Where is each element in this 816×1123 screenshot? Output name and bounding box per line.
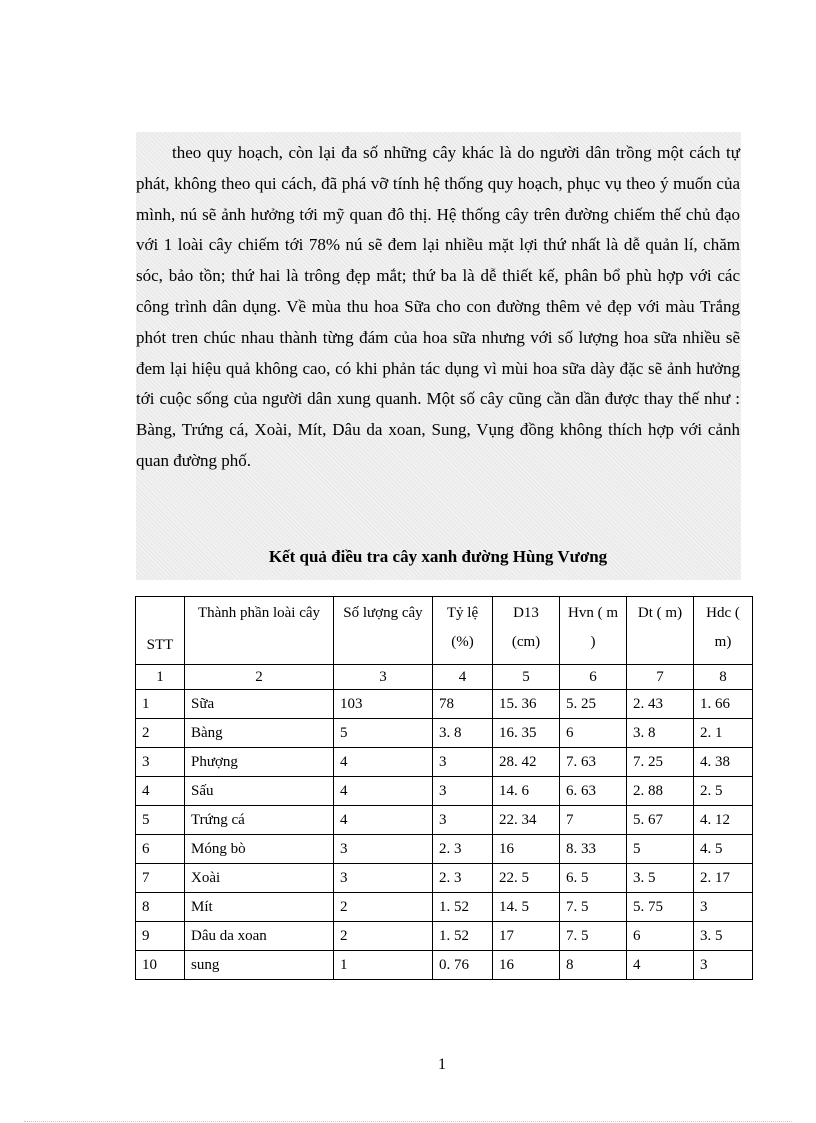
column-number-row: [136, 665, 753, 690]
table-cell: Móng bò: [185, 835, 334, 864]
tree-survey-table: [135, 596, 753, 980]
table-cell: 3. 8: [627, 719, 694, 748]
column-number-cell: 1: [136, 665, 185, 690]
table-cell: 22. 5: [493, 864, 560, 893]
table-cell: 10: [136, 951, 185, 980]
table-cell: 7. 25: [627, 748, 694, 777]
table-cell: 8. 33: [560, 835, 627, 864]
table-cell: 14. 6: [493, 777, 560, 806]
table-cell: 1. 52: [433, 922, 493, 951]
header-cell-hdc: Hdc ( m): [694, 597, 753, 665]
table-cell: 3: [334, 835, 433, 864]
column-number-cell: 5: [493, 665, 560, 690]
table-cell: 5. 25: [560, 690, 627, 719]
table-cell: 6. 5: [560, 864, 627, 893]
table-cell: 3: [433, 748, 493, 777]
column-number-cell: 3: [334, 665, 433, 690]
header-cell-hvn: Hvn ( m ): [560, 597, 627, 665]
table-cell: 1. 66: [694, 690, 753, 719]
column-number-cell: 8: [694, 665, 753, 690]
table-cell: 5. 75: [627, 893, 694, 922]
table-cell: Dâu da xoan: [185, 922, 334, 951]
table-row: [136, 864, 753, 893]
table-cell: 2. 3: [433, 864, 493, 893]
table-cell: 16. 35: [493, 719, 560, 748]
table-cell: 1: [334, 951, 433, 980]
table-cell: 4: [334, 777, 433, 806]
table-cell: 2. 88: [627, 777, 694, 806]
table-cell: 103: [334, 690, 433, 719]
table-cell: 4: [136, 777, 185, 806]
table-row: [136, 690, 753, 719]
header-cell-species: Thành phần loài cây: [185, 597, 334, 665]
table-cell: 3: [694, 951, 753, 980]
header-cell-quantity: Số lượng cây: [334, 597, 433, 665]
table-cell: 2: [334, 922, 433, 951]
table-cell: 3: [433, 777, 493, 806]
table-cell: 14. 5: [493, 893, 560, 922]
table-cell: Trứng cá: [185, 806, 334, 835]
header-cell-d13: D13 (cm): [493, 597, 560, 665]
table-cell: 2. 1: [694, 719, 753, 748]
column-number-cell: 2: [185, 665, 334, 690]
table-cell: 15. 36: [493, 690, 560, 719]
table-cell: 6: [560, 719, 627, 748]
table-cell: 0. 76: [433, 951, 493, 980]
table-cell: 3: [694, 893, 753, 922]
table-cell: 3: [334, 864, 433, 893]
table-cell: 3. 8: [433, 719, 493, 748]
column-number-cell: 4: [433, 665, 493, 690]
table-row: [136, 835, 753, 864]
table-cell: 17: [493, 922, 560, 951]
table-cell: 2. 17: [694, 864, 753, 893]
page-number: 1: [438, 1056, 446, 1073]
table-cell: 28. 42: [493, 748, 560, 777]
column-number-cell: 6: [560, 665, 627, 690]
table-cell: Sấu: [185, 777, 334, 806]
table-cell: 4: [627, 951, 694, 980]
table-row: [136, 777, 753, 806]
column-number-cell: 7: [627, 665, 694, 690]
page-bottom-divider: [24, 1121, 792, 1122]
table-cell: 2. 5: [694, 777, 753, 806]
table-cell: 5. 67: [627, 806, 694, 835]
table-cell: 7. 63: [560, 748, 627, 777]
table-cell: 3: [136, 748, 185, 777]
table-cell: 78: [433, 690, 493, 719]
header-cell-stt: STT: [136, 597, 185, 665]
table-cell: Bàng: [185, 719, 334, 748]
table-cell: 6. 63: [560, 777, 627, 806]
table-cell: 7: [560, 806, 627, 835]
table-row: [136, 748, 753, 777]
table-cell: Mít: [185, 893, 334, 922]
table-cell: 1. 52: [433, 893, 493, 922]
table-cell: 8: [136, 893, 185, 922]
header-cell-dt: Dt ( m): [627, 597, 694, 665]
table-cell: Sữa: [185, 690, 334, 719]
table-cell: 5: [627, 835, 694, 864]
table-cell: 4: [334, 748, 433, 777]
table-cell: 4. 12: [694, 806, 753, 835]
table-title: Kết quả điều tra cây xanh đường Hùng Vương: [268, 547, 608, 566]
table-cell: Xoài: [185, 864, 334, 893]
table-cell: 4. 5: [694, 835, 753, 864]
table-row: [136, 922, 753, 951]
table-cell: 3. 5: [694, 922, 753, 951]
table-row: [136, 951, 753, 980]
table-cell: 5: [334, 719, 433, 748]
table-cell: 4. 38: [694, 748, 753, 777]
table-cell: 2: [334, 893, 433, 922]
table-cell: 7. 5: [560, 922, 627, 951]
table-cell: 16: [493, 835, 560, 864]
table-cell: 9: [136, 922, 185, 951]
table-row: [136, 893, 753, 922]
table-cell: 5: [136, 806, 185, 835]
table-cell: 4: [334, 806, 433, 835]
table-header-row: [136, 597, 753, 665]
table-cell: 6: [627, 922, 694, 951]
header-cell-ratio: Tỷ lệ (%): [433, 597, 493, 665]
table-cell: 6: [136, 835, 185, 864]
table-cell: 2: [136, 719, 185, 748]
table-body: [136, 665, 753, 980]
table-cell: 1: [136, 690, 185, 719]
table-cell: sung: [185, 951, 334, 980]
table-row: [136, 806, 753, 835]
table-cell: 16: [493, 951, 560, 980]
table-cell: 2. 3: [433, 835, 493, 864]
table-cell: 22. 34: [493, 806, 560, 835]
table-cell: 2. 43: [627, 690, 694, 719]
table-cell: 8: [560, 951, 627, 980]
table-cell: Phượng: [185, 748, 334, 777]
table-row: [136, 719, 753, 748]
body-paragraph: theo quy hoạch, còn lại đa số những cây khác là do người dân trồng một cách tự phát, không theo qui cách, đã phá vỡ tính hệ thống quy hoạch, phục vụ theo ý muốn của mình, nú sẽ ảnh hưởng tới mỹ quan đô thị. Hệ thống cây trên đường chiếm thế chủ đạo với 1 loài cây chiếm tới 78% nú sẽ đem lại nhiều mặt lợi thứ nhất là dễ quản lí, chăm sóc, bảo tồn; thứ hai là trông đẹp mắt; thứ ba là dễ thiết kế, phân bổ phù hợp với các công trình dân dụng. Về mùa thu hoa Sữa cho con đường thêm vẻ đẹp với màu Trắng phót tren chúc nhau thành từng đám của hoa sữa nhưng với số lượng hoa sữa nhiều sẽ đem lại hiệu quả không cao, có khi phản tác dụng vì mùi hoa sữa dày đặc sẽ ảnh hưởng tới cuộc sống của người dân xung quanh. Một số cây cũng cần dần được thay thế như : Bàng, Trứng cá, Xoài, Mít, Dâu da xoan, Sung, Vụng đồng không thích hợp với cảnh quan đường phố.: [136, 143, 740, 470]
table-cell: 3. 5: [627, 864, 694, 893]
table-cell: 7: [136, 864, 185, 893]
table-cell: 3: [433, 806, 493, 835]
table-cell: 7. 5: [560, 893, 627, 922]
